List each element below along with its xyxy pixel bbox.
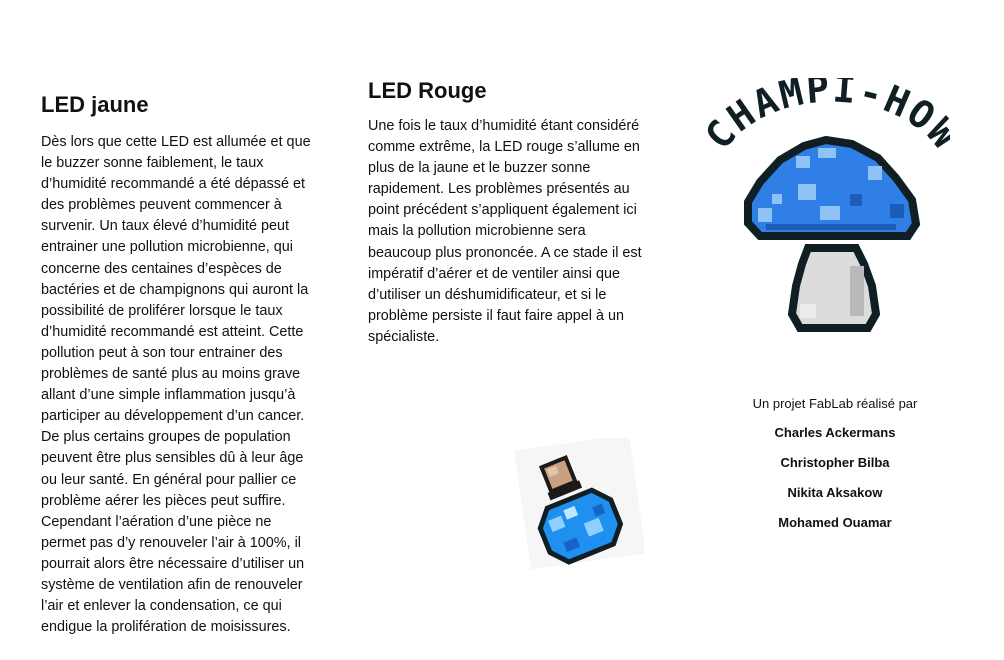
- author-name: Charles Ackermans: [774, 425, 896, 440]
- led-red-title: LED Rouge: [368, 78, 487, 103]
- mushroom-logo-icon: [700, 78, 950, 333]
- led-red-section: [368, 78, 668, 348]
- potion-illustration: [514, 438, 644, 570]
- led-red-text: Une fois le taux d’humidité étant considéré comme extrême, la LED rouge s’allume en plus de la jaune et le buzzer sonne rapidement. Les problèmes présentés au point précédent s’appliquent également ici mais la pollution microbienne sera beaucoup plus prononcée. A ce stade il est impératif d’aérer et de ventiler ainsi que d’utiliser un déshumidificateur, et si le problème persiste il faut faire appel à un spécialiste.: [368, 118, 642, 345]
- potion-bottle-icon: [514, 438, 644, 570]
- credits-intro: Un projet FabLab réalisé par: [752, 396, 918, 411]
- logo-title: CHAMPI-HO: [700, 78, 945, 158]
- led-yellow-section: [41, 92, 331, 638]
- led-yellow-title: LED jaune: [41, 92, 149, 117]
- led-yellow-text: Dès lors que cette LED est allumée et que le buzzer sonne faiblement, le taux d’humidité recommandé a été dépassé et des problèmes peuvent commencer à survenir. Un taux élevé d’humidité peut entrainer une pollution microbienne, qui concerne des centaines d’espèces de bactéries et de champignons qui auront la possibilité de proliférer lorsque le taux d’humidité recommandé est atteint. Cette pollution peut à son tour entrainer des problèmes de santé plus au moins grave allant d’une simple inflammation jusqu’à participer au développement d’un cancer. De plus certains groupes de population peuvent être plus sensibles dû à leur âge ou leur santé. En général pour pallier ce problème aérer les pièces peut suffire. Cependant l’aération d’une pièce ne permet pas d’y renouveler l’air à 100%, il pourrait alors être nécessaire d’utiliser un système de ventilation afin de renouveler l’air et enlever la condensation, ce qui endigue la prolifération de moisissures.: [41, 134, 311, 636]
- credits-block: [735, 396, 935, 544]
- author-name: Mohamed Ouamar: [778, 515, 892, 530]
- author-name: Nikita Aksakow: [787, 485, 883, 500]
- champi-how-logo: [700, 78, 950, 333]
- author-name: Christopher Bilba: [780, 455, 890, 470]
